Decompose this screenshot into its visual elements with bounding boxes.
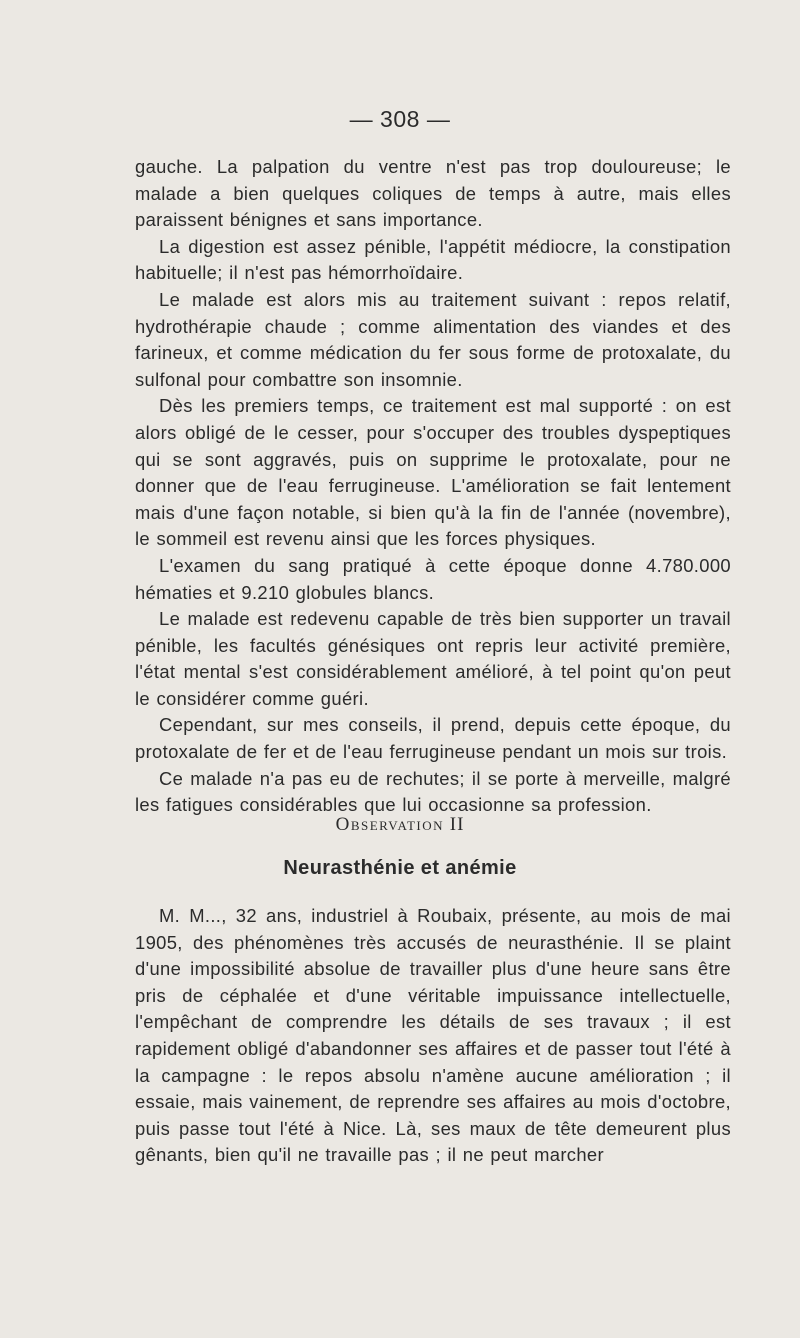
observation-label: Observation	[335, 814, 444, 835]
paragraph: Le malade est alors mis au traitement suivant : repos relatif, hydrothérapie chaude ; comme alimentation des viandes et des farineux, et comme médication du fer sous forme de protoxalate, du sulfonal pour combattre son insomnie.	[135, 288, 731, 390]
paragraph: Le malade est redevenu capable de très bien supporter un travail pénible, les facultés génésiques ont repris leur activité première, l'état mental s'est considérablement amélioré, à tel point qu'on peut le considérer comme guéri.	[135, 608, 731, 709]
body-text-continued	[135, 154, 731, 819]
observation-heading	[0, 814, 800, 836]
page-number: — 308 —	[349, 106, 451, 132]
paragraph: Dès les premiers temps, ce traitement est mal supporté : on est alors obligé de le cesser, pour s'occuper des troubles dyspeptiques qui se sont aggravés, puis on supprime le protoxalate, pour ne donner que de l'eau ferrugineuse. L'amélioration se fait lentement mais d'une façon notable, si bien qu'à la fin de l'année (novembre), le sommeil est revenu ainsi que les forces physiques.	[135, 395, 731, 550]
paragraph: Ce malade n'a pas eu de rechutes; il se porte à merveille, malgré les fatigues considérables que lui occasionne sa profession.	[135, 767, 731, 816]
body-text-observation	[135, 903, 731, 1169]
paragraph: M. M..., 32 ans, industriel à Roubaix, présente, au mois de mai 1905, des phénomènes très accusés de neurasthénie. Il se plaint d'une impossibilité absolue de travailler plus d'une heure sans être pris de céphalée et d'une véritable impuissance intellectuelle, l'empêchant de comprendre les détails de ses travaux ; il est rapidement obligé d'abandonner ses affaires et de passer tout l'été à la campagne : le repos absolu n'amène aucune amélioration ; il essaie, mais vainement, de reprendre ses affaires au mois d'octobre, puis passe tout l'été à Nice. Là, ses maux de tête demeurent plus gênants, bien qu'il ne travaille pas ; il ne peut marcher	[135, 905, 731, 1166]
paragraph: La digestion est assez pénible, l'appétit médiocre, la constipation habituelle; il n'est pas hémorrhoïdaire.	[135, 235, 731, 284]
paragraph: gauche. La palpation du ventre n'est pas trop douloureuse; le malade a bien quelques coliques de temps à autre, mais elles paraissent bénignes et sans importance.	[135, 156, 731, 231]
paragraph: L'examen du sang pratiqué à cette époque donne 4.780.000 hématies et 9.210 globules blancs.	[135, 554, 731, 603]
paragraph: Cependant, sur mes conseils, il prend, depuis cette époque, du protoxalate de fer et de l'eau ferrugineuse pendant un mois sur trois.	[135, 714, 731, 763]
section-title: Neurasthénie et anémie	[283, 857, 517, 879]
observation-number: II	[449, 814, 465, 835]
